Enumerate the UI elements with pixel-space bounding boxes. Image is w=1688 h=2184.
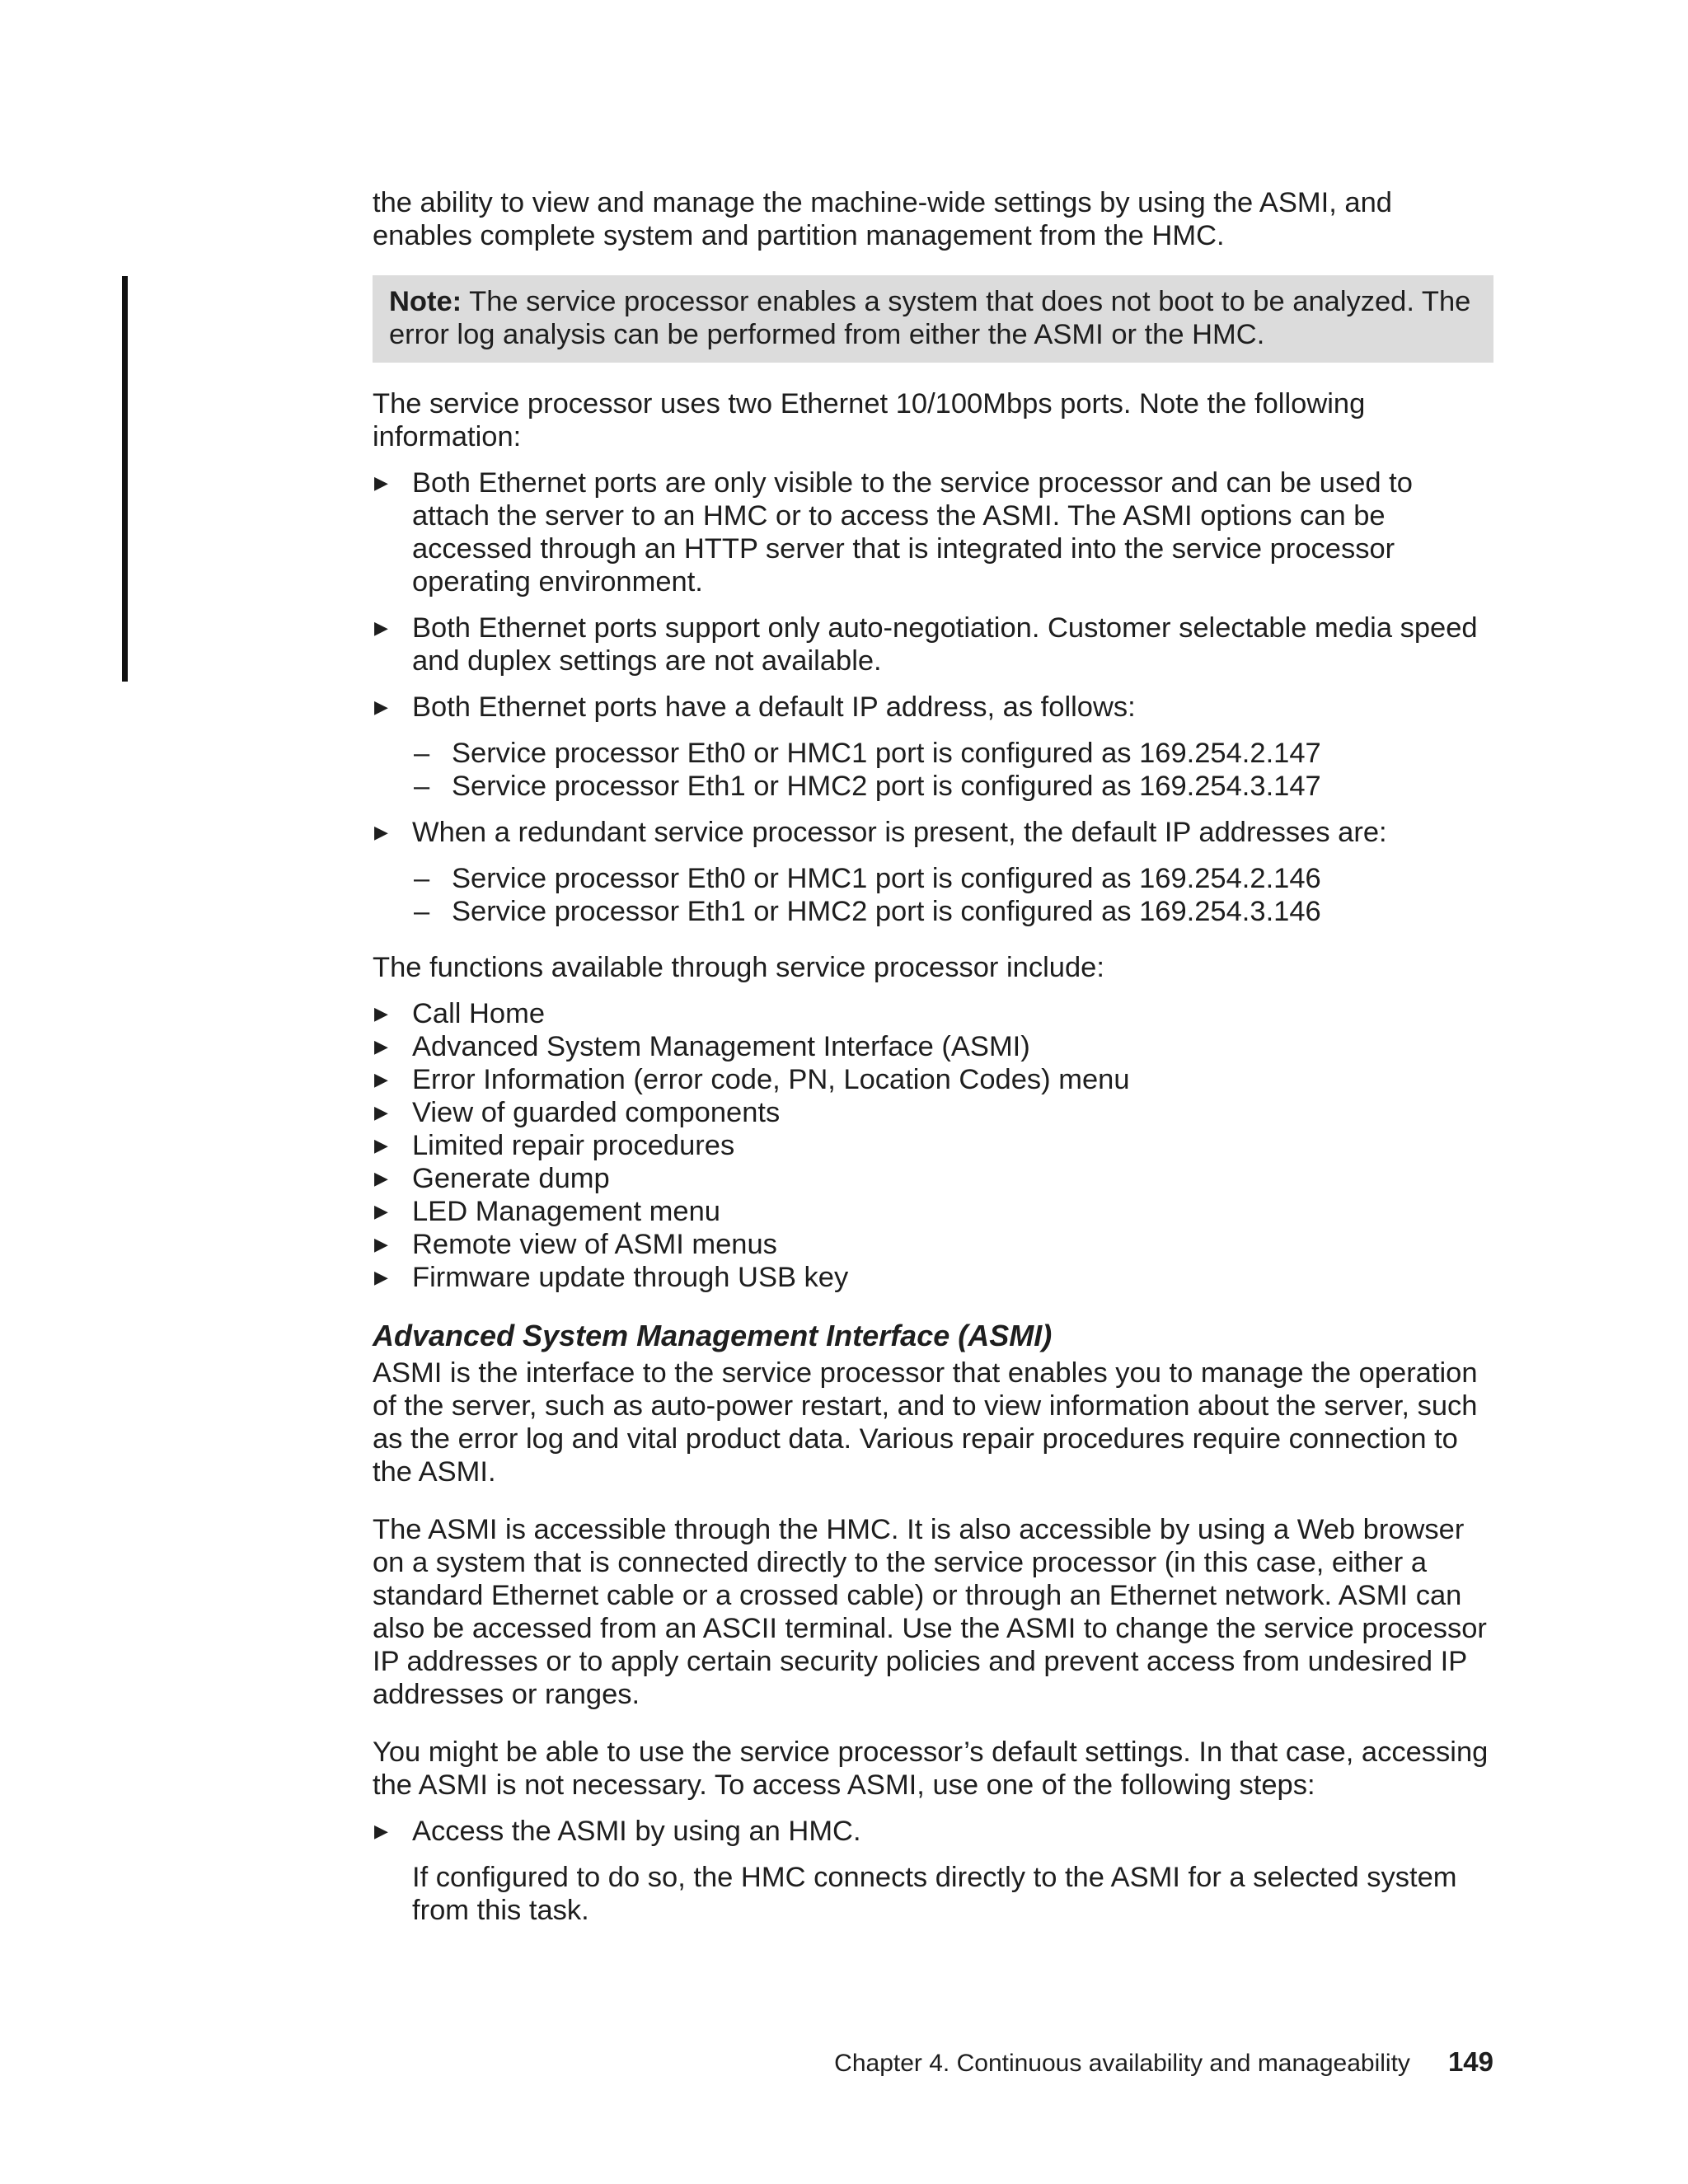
triangle-bullet-icon: ▶ [374,1036,388,1057]
triangle-bullet-icon: ▶ [374,1168,388,1188]
sublist-item [412,862,1493,895]
list-item-text: Both Ethernet ports have a default IP address, as follows: [412,691,1136,723]
triangle-bullet-icon: ▶ [374,1201,388,1221]
list-item-text: Remote view of ASMI menus [412,1229,777,1260]
list-item [373,1195,1493,1228]
list-item-text: Call Home [412,998,546,1029]
ports-bullet-list [373,466,1493,928]
sublist-item-text: Service processor Eth1 or HMC2 port is configured as 169.254.3.147 [452,771,1321,802]
triangle-bullet-icon: ▶ [374,1234,388,1254]
triangle-bullet-icon: ▶ [374,696,388,717]
triangle-bullet-icon: ▶ [374,617,388,638]
triangle-bullet-icon: ▶ [374,1003,388,1024]
triangle-bullet-icon: ▶ [374,1069,388,1090]
list-item-text: Firmware update through USB key [412,1262,849,1293]
footer-chapter-title: Chapter 4. Continuous availability and manageability [834,2050,1410,2077]
list-item [373,816,1493,928]
ip-address-sublist [412,737,1493,803]
sublist-item-text: Service processor Eth0 or HMC1 port is configured as 169.254.2.146 [452,863,1321,894]
list-item [373,1815,1493,1848]
list-item [373,1030,1493,1063]
ports-intro: The service processor uses two Ethernet 10/100Mbps ports. Note the following information: [373,388,1366,452]
list-item [373,1261,1493,1294]
list-item-text: Both Ethernet ports are only visible to the service processor and can be used to attach the server to an HMC or to access the ASMI. The ASMI options can be accessed through an HTTP server that is integrated into the service processor operating environment. [412,467,1413,598]
section-heading: Advanced System Management Interface (ASMI) [373,1319,1053,1352]
dash-bullet-icon: – [414,738,430,769]
dash-bullet-icon: – [414,896,430,927]
sublist-item [412,895,1493,928]
note-label: Note: [389,286,462,317]
triangle-bullet-icon: ▶ [374,1267,388,1287]
list-item-text: Access the ASMI by using an HMC. [412,1816,861,1847]
list-item [373,691,1493,803]
list-item-text: Generate dump [412,1163,610,1194]
triangle-bullet-icon: ▶ [374,1102,388,1122]
functions-intro: The functions available through service processor include: [373,952,1104,983]
asmi-paragraph: You might be able to use the service processor’s default settings. In that case, accessing the ASMI is not necessary. To access ASMI, use one of the following steps: [373,1736,1489,1801]
list-item-text: Error Information (error code, PN, Location Codes) menu [412,1064,1130,1095]
page-number: 149 [1447,2046,1493,2077]
intro-continuation: the ability to view and manage the machine-wide settings by using the ASMI, and enables complete system and partition management from the HMC. [373,187,1392,251]
list-item-text: View of guarded components [412,1097,781,1128]
triangle-bullet-icon: ▶ [374,472,388,493]
revision-change-bar [122,276,128,682]
dash-bullet-icon: – [414,863,430,894]
access-steps-list [373,1815,1493,1848]
sublist-item [412,737,1493,770]
sublist-item-text: Service processor Eth1 or HMC2 port is configured as 169.254.3.146 [452,896,1321,927]
sublist-item [412,770,1493,803]
dash-bullet-icon: – [414,771,430,802]
triangle-bullet-icon: ▶ [374,1821,388,1841]
page-footer [834,2046,1493,2080]
ip-address-sublist [412,862,1493,928]
list-item [373,997,1493,1030]
triangle-bullet-icon: ▶ [374,822,388,842]
sublist-item-text: Service processor Eth0 or HMC1 port is configured as 169.254.2.147 [452,738,1321,769]
list-item-text: Limited repair procedures [412,1130,735,1161]
triangle-bullet-icon: ▶ [374,1135,388,1155]
page-body [373,186,1493,1927]
list-item [373,1096,1493,1129]
list-item-text: Advanced System Management Interface (ASMI) [412,1031,1030,1062]
list-item [373,1129,1493,1162]
list-item [373,612,1493,677]
access-step-detail: If configured to do so, the HMC connects directly to the ASMI for a selected system from this task. [412,1862,1457,1926]
asmi-paragraph: The ASMI is accessible through the HMC. It is also accessible by using a Web browser on a system that is connected directly to the service processor (in this case, either a standard Ethernet cable or a crossed cable) or through an Ethernet network. ASMI can also be accessed from an ASCII terminal. Use the ASMI to change the service processor IP addresses or to apply certain security policies and prevent access from undesired IP addresses or ranges. [373,1514,1487,1710]
list-item [373,466,1493,598]
functions-list [373,997,1493,1294]
list-item-text: When a redundant service processor is present, the default IP addresses are: [412,817,1387,848]
list-item-text: LED Management menu [412,1196,720,1227]
note-box [373,275,1493,363]
asmi-paragraph: ASMI is the interface to the service processor that enables you to manage the operation of the server, such as auto-power restart, and to view information about the server, such as the error log and vital product data. Various repair procedures require connection to the ASMI. [373,1357,1478,1488]
list-item [373,1228,1493,1261]
note-text [389,285,1477,351]
list-item [373,1063,1493,1096]
note-body: The service processor enables a system that does not boot to be analyzed. The error log analysis can be performed from either the ASMI or the HMC. [389,286,1471,350]
list-item-text: Both Ethernet ports support only auto-negotiation. Customer selectable media speed and duplex settings are not available. [412,612,1478,677]
list-item [373,1162,1493,1195]
